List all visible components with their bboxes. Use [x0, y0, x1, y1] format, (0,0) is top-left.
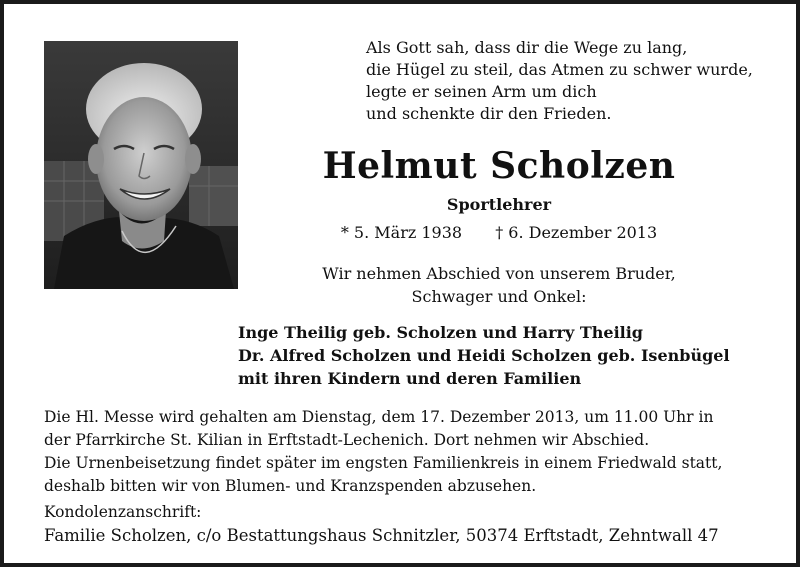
poem-line: Als Gott sah, dass dir die Wege zu lang, — [366, 38, 688, 57]
birth-date: * 5. März 1938 — [340, 223, 463, 242]
mourners-list — [238, 321, 788, 390]
info-line: Die Hl. Messe wird gehalten am Dienstag, dem 17. Dezember 2013, um 11.00 Uhr in — [44, 408, 714, 426]
info-line: deshalb bitten wir von Blumen- und Kranzspenden abzusehen. — [44, 477, 537, 495]
memorial-poem — [366, 37, 786, 125]
mourner-line: Dr. Alfred Scholzen und Heidi Scholzen geb. Isenbügel — [238, 346, 730, 365]
poem-line: und schenkte dir den Frieden. — [366, 104, 612, 123]
poem-line: legte er seinen Arm um dich — [366, 82, 597, 101]
service-info — [44, 406, 784, 498]
mourner-line: Inge Theilig geb. Scholzen und Harry Theilig — [238, 323, 643, 342]
life-dates — [244, 223, 754, 242]
portrait-photo — [44, 41, 238, 289]
portrait-image — [44, 41, 238, 289]
death-date: † 6. Dezember 2013 — [495, 223, 658, 242]
condolence-address-block — [44, 501, 784, 547]
mourner-line: mit ihren Kindern und deren Familien — [238, 369, 582, 388]
farewell-line: Wir nehmen Abschied von unserem Bruder, — [322, 264, 676, 283]
deceased-profession: Sportlehrer — [446, 195, 552, 214]
deceased-name: Helmut Scholzen — [322, 145, 676, 187]
farewell-line: Schwager und Onkel: — [411, 287, 587, 306]
farewell-text — [244, 262, 754, 308]
info-line: der Pfarrkirche St. Kilian in Erftstadt-Lechenich. Dort nehmen wir Abschied. — [44, 431, 650, 449]
info-line: Die Urnenbeisetzung findet später im engsten Familienkreis in einem Friedwald statt, — [44, 454, 723, 472]
condolence-label: Kondolenzanschrift: — [44, 503, 202, 521]
condolence-address: Familie Scholzen, c/o Bestattungshaus Schnitzler, 50374 Erftstadt, Zehntwall 47 — [44, 526, 719, 545]
poem-line: die Hügel zu steil, das Atmen zu schwer wurde, — [366, 60, 753, 79]
